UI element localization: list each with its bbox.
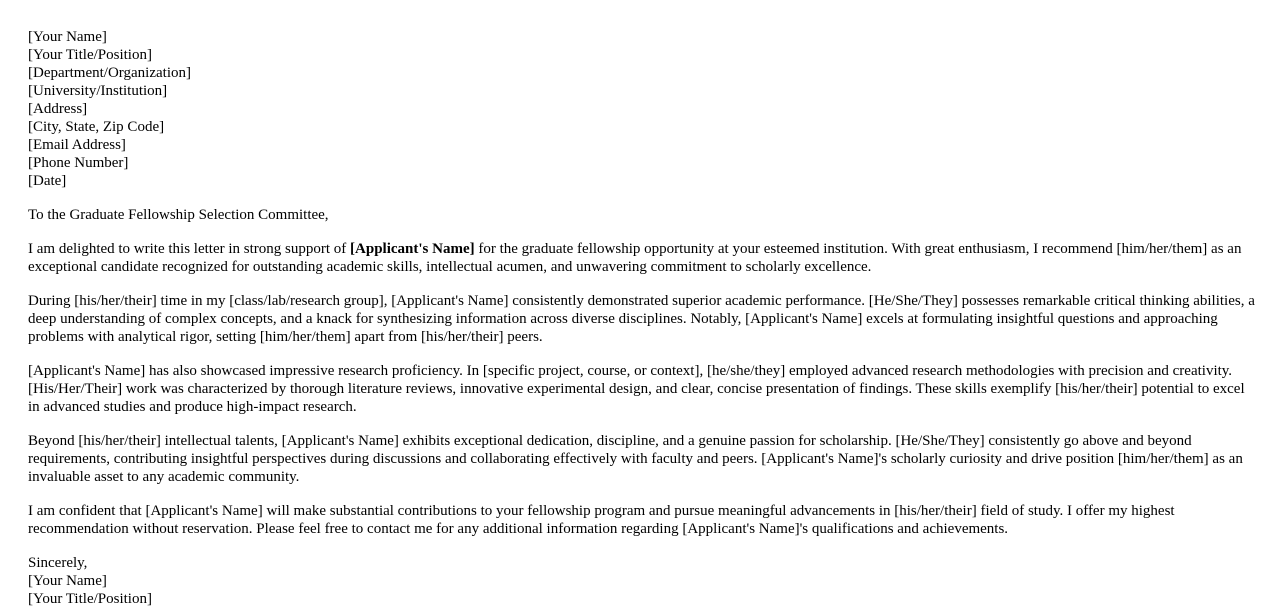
paragraph-1-text-end: for the graduate fellowship opportunity at your esteemed institution. With great enthusiasm, I recommend [him/her/them] as an exceptional candidate recognized for outstanding academic skills, intellectual acumen, and unwavering commitment to scholarly excellence. [28, 241, 1242, 275]
body-paragraph-2: During [his/her/their] time in my [class/lab/research group], [Applicant's Name] consistently demonstrated superior academic performance. [He/She/They] possesses remarkable critical thinking abilities, a deep understanding of complex concepts, and a knack for synthesizing information across diverse disciplines. Notably, [Applicant's Name] excels at formulating insightful questions and approaching problems with analytical rigor, setting [him/her/them] apart from [his/her/their] peers. [28, 293, 1255, 345]
sender-city-state-zip: [City, State, Zip Code] [28, 119, 165, 135]
sender-phone: [Phone Number] [28, 155, 129, 171]
salutation: To the Graduate Fellowship Selection Committee, [28, 207, 329, 223]
body-paragraph-4: Beyond [his/her/their] intellectual talents, [Applicant's Name] exhibits exceptional dedication, discipline, and a genuine passion for scholarship. [He/She/They] consistently go above and beyond requirements, contributing insightful perspectives during discussions and collaborating effectively with faculty and peers. [Applicant's Name]'s scholarly curiosity and drive position [him/her/them] as an invaluable asset to any academic community. [28, 433, 1243, 485]
sender-email: [Email Address] [28, 137, 126, 153]
closing-signoff: Sincerely, [28, 555, 88, 571]
closing-block [28, 554, 1258, 608]
sender-title: [Your Title/Position] [28, 47, 152, 63]
body-paragraph-3: [Applicant's Name] has also showcased impressive research proficiency. In [specific project, course, or context], [he/she/they] employed advanced research methodologies with precision and creativity. [His/Her/Their] work was characterized by thorough literature reviews, innovative experimental design, and clear, concise presentation of findings. These skills exemplify [his/her/their] potential to excel in advanced studies and produce high-impact research. [28, 363, 1245, 415]
sender-address-block [28, 28, 1258, 190]
sender-department: [Department/Organization] [28, 65, 191, 81]
paragraph-1-text-start: I am delighted to write this letter in strong support of [28, 241, 351, 257]
body-paragraph-5: I am confident that [Applicant's Name] will make substantial contributions to your fellowship program and pursue meaningful advancements in [his/her/their] field of study. I offer my highest recommendation without reservation. Please feel free to contact me for any additional information regarding [Applicant's Name]'s qualifications and achievements. [28, 503, 1175, 537]
closing-name: [Your Name] [28, 573, 107, 589]
sender-address: [Address] [28, 101, 88, 117]
body-paragraph-1 [28, 240, 1258, 276]
sender-university: [University/Institution] [28, 83, 168, 99]
sender-name: [Your Name] [28, 29, 107, 45]
letter-date: [Date] [28, 173, 67, 189]
applicant-name-bold: [Applicant's Name] [350, 241, 475, 257]
closing-title: [Your Title/Position] [28, 591, 152, 607]
